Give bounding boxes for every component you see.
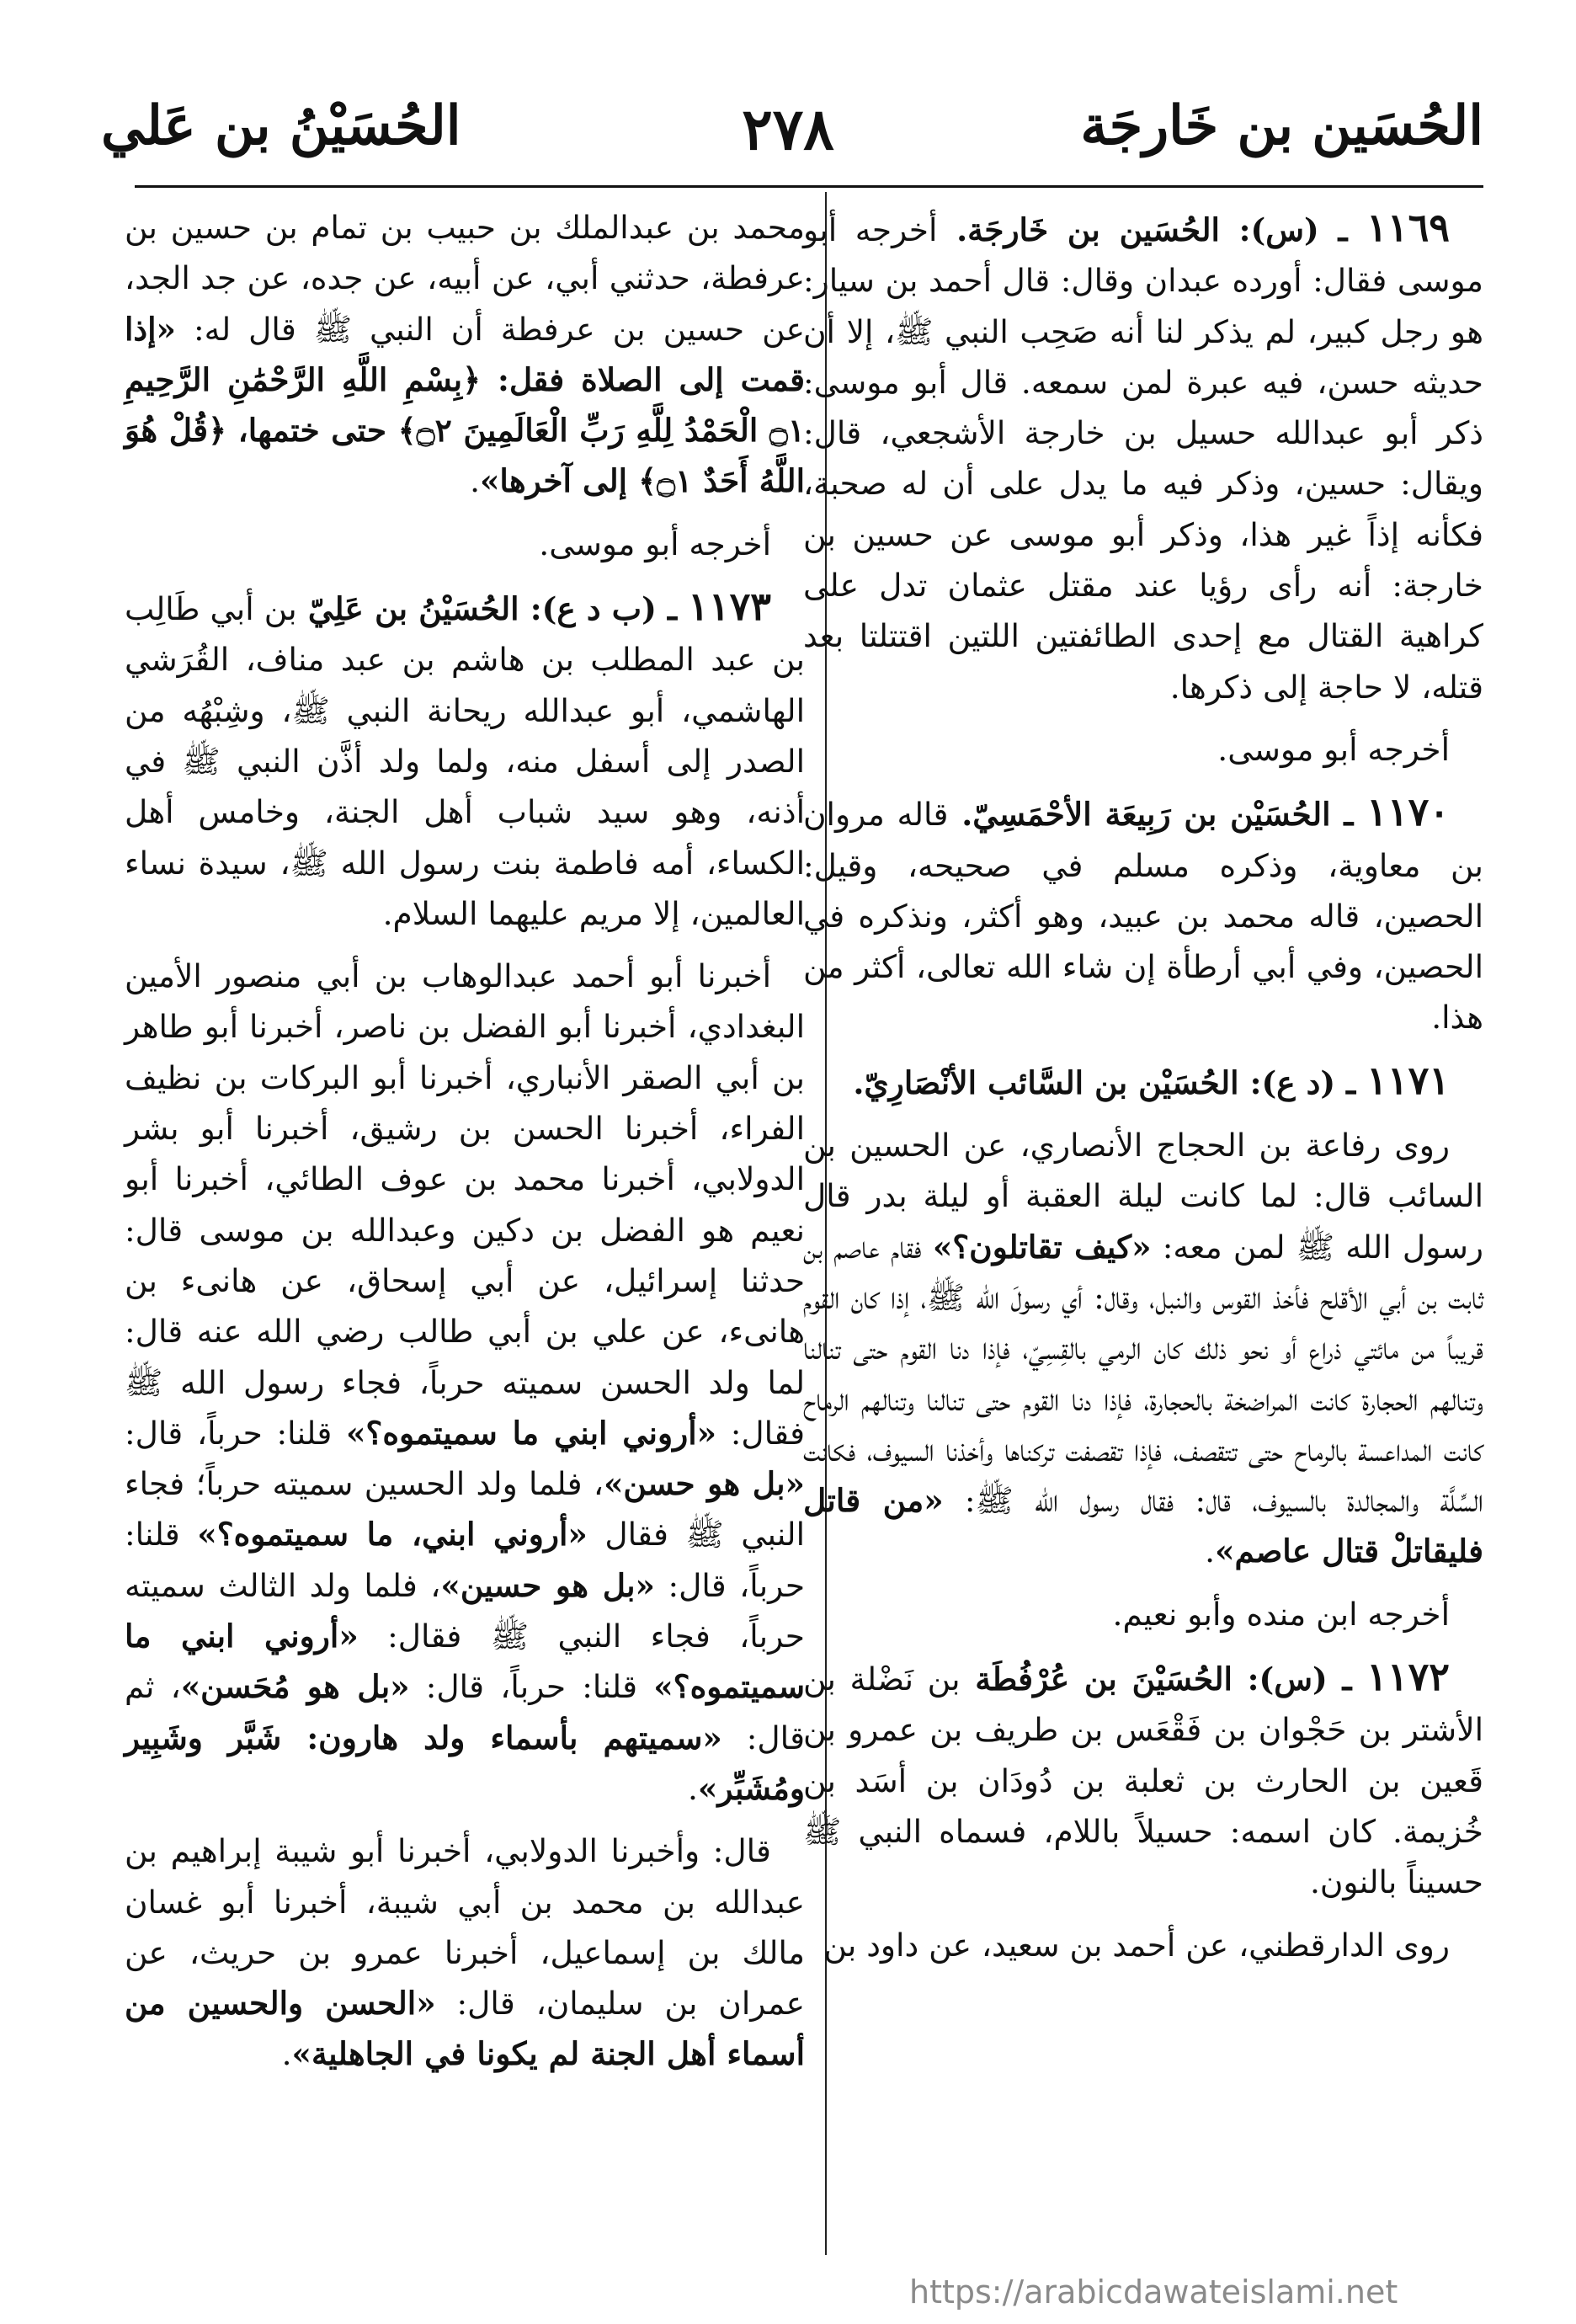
narration-text: قلنا: حرباً، قال: xyxy=(125,1516,806,1604)
entry-heading: ـ (د ع): الحُسَيْن بن السَّائب الأنْصَارِيّ. xyxy=(853,1063,1367,1101)
entry-1171-text xyxy=(803,1120,1483,1577)
narration-text: فقام عاصم بن ثابت بن أبي الأقلح فأخذ القوس والنبل، وقال: أي رسولَ الله ﷺ، إذا كان القوم قريباً من مائتي ذراع أو نحو ذلك كان الرمي بالقِسِيّ، فإذا دنا القوم حتى تنالنا وتنالهم الحجارة كانت المراضخة بالحجارة، فإذا دنا القوم حتى تنالنا وتنالهم الرماح كانت المداعسة بالرماح حتى تتقصف، فإذا تقصفت تركناها وأخذنا السيوف، فكانت السِّلَّة والمجالدة بالسيوف، قال: فقال رسول الله ﷺ: xyxy=(803,1228,1483,1520)
entry-text: بن نَضْلة بن الأشتر بن حَجْوان بن فَقْعَس بن طريف بن عمرو بن قَعين بن الحارث بن ثعلبة بن دُودَان بن أسَد بن خُزيمة. كان اسمه: حسيلاً باللام، فسماه النبي ﷺ حسيناً بالنون. xyxy=(803,1660,1483,1901)
right-column xyxy=(803,202,1483,1982)
entry-number: ١١٧١ xyxy=(1366,1057,1450,1103)
narration-text: روى رفاعة بن الحجاج الأنصاري، عن الحسين بن السائب قال: لما كانت ليلة العقبة أو ليلة بدر قال رسول الله ﷺ لمن معه: xyxy=(803,1127,1483,1266)
entry-text: قاله مروان بن معاوية، وذكره مسلم في صحيحه، وقيل: الحصين، قاله محمد بن عبيد، وهو أكثر، ونذكره في الحصين، وفي أبي أرطأة إن شاء الله تعالى، أكثر من هذا. xyxy=(803,796,1483,1037)
hadith-quote: «أروني ابني ما سميتموه؟» xyxy=(125,1618,806,1706)
hadith-quote: «الحسن والحسين من أسماء أهل الجنة لم يكونا في الجاهلية» xyxy=(125,1985,805,2073)
narration-text: ، فلما ولد الحسين سميته حرباً؛ فجاء النبي ﷺ فقال xyxy=(125,1465,805,1554)
narration-text: ، ثم قال: xyxy=(125,1668,805,1756)
entry-1171 xyxy=(803,1055,1483,1108)
hadith-quote: «أروني ابني، ما سميتموه؟» xyxy=(197,1516,588,1554)
entry-heading: ـ الحُسَيْن بن رَبِيعَة الأحْمَسِيّ. xyxy=(948,796,1367,834)
entry-number: ١١٦٩ xyxy=(1366,205,1450,250)
hadith-quote: «أروني ابني ما سميتموه؟» xyxy=(345,1414,717,1452)
hadith-quote: «كيف تقاتلون؟» xyxy=(932,1228,1152,1266)
entry-text: بن أبي طَالِب بن عبد المطلب بن هاشم بن عبد مناف، القُرَشي الهاشمي، أبو عبدالله ريحانة النبي ﷺ، وشِبْهُه من الصدر إلى أسفل منه، ولما ولد أذَّن النبي ﷺ في أذنه، وهو سيد شباب أهل الجنة، وخامس أهل الكساء، أمه فاطمة بنت رسول الله ﷺ، سيدة نساء العالمين، إلا مريم عليهما السلام. xyxy=(125,590,805,932)
entry-heading: ـ (س): الحُسَيْنَ بن عُرْفُطَة xyxy=(960,1660,1367,1698)
punctuation: . xyxy=(687,1769,698,1807)
entry-text: أخرجه أبو موسى فقال: أورده عبدان وقال: قال أحمد بن سيار: هو رجل كبير، لم يذكر لنا أنه صَحِب النبي ﷺ، إلا أن حديثه حسن، فيه عبرة لمن سمعه. قال أبو موسى: ذكر أبو عبدالله حسيل بن خارجة الأشجعي، قال: ويقال: حسين، وذكر فيه ما يدل على أن له صحبة، فكأنه إذاً غير هذا، وذكر أبو موسى عن حسين بن خارجة: أنه رأى رؤيا عند مقتل عثمان تدل على كراهية القتال مع إحدى الطائفتين اللتين اقتتلتا بعد قتله، لا حاجة إلى ذكرها. xyxy=(803,211,1483,706)
entry-1173 xyxy=(125,581,805,939)
entry-heading: ـ (س): الحُسَين بن خَارجَة. xyxy=(937,211,1367,248)
entry-heading: ـ (ب د ع): الحُسَيْنُ بن عَلِيّ xyxy=(296,590,689,628)
entry-number: ١١٧٣ xyxy=(688,584,771,630)
header-rule xyxy=(135,185,1483,188)
entry-number: ١١٧٢ xyxy=(1366,1654,1450,1700)
narration-text: محمد بن عبدالملك بن حبيب بن تمام بن حسين بن عرفطة، حدثني أبي، عن أبيه، عن جده، عن جد الجد، عن حسين بن عرفطة أن النبي ﷺ قال له: xyxy=(125,209,805,348)
page-number: ٢٧٨ xyxy=(742,96,834,163)
isnad-paragraph-2 xyxy=(125,1826,805,2079)
narration-text: أخبرنا أبو أحمد عبدالوهاب بن أبي منصور الأمين البغدادي، أخبرنا أبو الفضل بن ناصر، أخبرنا أبو طاهر بن أبي الصقر الأنباري، أخبرنا أبو البركات بن نظيف الفراء، أخبرنا الحسن بن رشيق، أخبرنا أبو بشر الدولابي، أخبرنا محمد بن عوف الطائي، أخبرنا أبو نعيم هو الفضل بن دكين وعبدالله بن موسى قال: حدثنا إسرائيل، عن أبي إسحاق، عن هانىء بن هانىء، عن علي بن أبي طالب رضي الله عنه قال: لما ولد الحسن سميته حرباً، فجاء رسول الله ﷺ فقال: xyxy=(125,957,805,1452)
running-header-right: الحُسَين بن خَارجَة xyxy=(1080,94,1483,157)
isnad-paragraph xyxy=(125,951,805,1814)
hadith-quote: «بل هو حسين» xyxy=(440,1566,655,1604)
narration-text: ، فلما ولد الثالث سميته حرباً، فجاء النبي ﷺ فقال: xyxy=(125,1566,805,1655)
narration-text: قلنا: حرباً، قال: xyxy=(125,1414,346,1452)
watermark-url: https://arabicdawateislami.net xyxy=(909,2273,1398,2311)
narration-text: قال: وأخبرنا الدولابي، أخبرنا أبو شيبة إبراهيم بن عبدالله بن محمد بن أبي شيبة، أخبرنا أبو غسان مالك بن إسماعيل، أخبرنا عمرو بن حريث، عن عمران بن سليمان، قال: xyxy=(125,1832,805,2023)
punctuation: . xyxy=(470,462,480,500)
entry-1172-tail: روى الدارقطني، عن أحمد بن سعيد، عن داود بن xyxy=(823,1926,1450,1964)
hadith-quote: «بل هو مُحَسن» xyxy=(180,1668,410,1706)
source-note: أخرجه أبو موسى. xyxy=(1217,730,1450,768)
hadith-quote: «بل هو حسن» xyxy=(603,1465,805,1503)
source-note: أخرجه أبو موسى. xyxy=(539,525,771,562)
entry-1169 xyxy=(803,202,1483,712)
punctuation: . xyxy=(1205,1532,1216,1570)
entry-number: ١١٧٠ xyxy=(1366,789,1450,835)
punctuation: . xyxy=(281,2035,292,2073)
hadith-quote: «من قاتل فليقاتلْ قتال عاصم» xyxy=(803,1482,1483,1570)
running-header-left: الحُسَيْنُ بن عَلي xyxy=(101,94,461,157)
hadith-quote: «إذا قمت إلى الصلاة فقل: ﴿بِسْمِ اللَّهِ الرَّحْمَٰنِ الرَّحِيمِ ۝١ الْحَمْدُ لِلَّهِ رَبِّ الْعَالَمِينَ ۝٢﴾ حتى ختمها، ﴿قُلْ هُوَ اللَّهُ أَحَدٌ ۝١﴾ إلى آخرها» xyxy=(125,310,805,500)
narration-text: قلنا: حرباً، قال: xyxy=(409,1668,654,1706)
entry-1172 xyxy=(803,1651,1483,1907)
continued-narration xyxy=(125,202,805,507)
source-note: أخرجه ابن منده وأبو نعيم. xyxy=(1112,1595,1450,1633)
entry-1170 xyxy=(803,786,1483,1042)
left-column xyxy=(125,202,805,2092)
hadith-quote: «سميتهم بأسماء ولد هارون: شَبَّر وشَبِير ومُشَبِّر» xyxy=(125,1719,805,1807)
